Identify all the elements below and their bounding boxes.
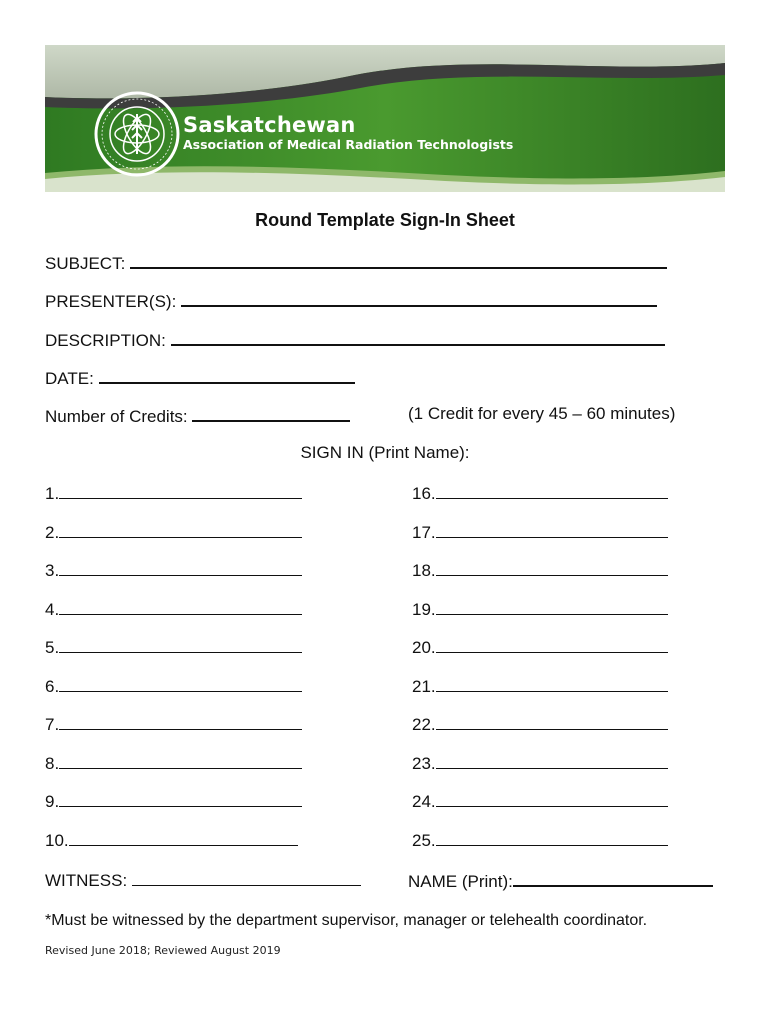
credit-note: (1 Credit for every 45 – 60 minutes) <box>408 404 676 423</box>
entry-number: 25. <box>412 831 436 850</box>
name-print-label: NAME (Print): <box>408 872 513 891</box>
entry-number: 22. <box>412 715 436 734</box>
signin-entry[interactable] <box>412 636 668 658</box>
entry-line[interactable] <box>69 829 298 846</box>
name-print-line[interactable] <box>513 869 713 887</box>
signin-entry[interactable] <box>412 598 668 620</box>
entry-number: 6. <box>45 677 60 696</box>
subject-field <box>45 251 667 274</box>
name-print-field <box>408 869 713 892</box>
signin-entry[interactable] <box>412 521 668 543</box>
signin-entry[interactable] <box>412 675 668 697</box>
signin-heading: SIGN IN (Print Name): <box>300 443 470 462</box>
entry-line[interactable] <box>436 482 668 499</box>
entry-number: 8. <box>45 754 60 773</box>
page-title: Round Template Sign-In Sheet <box>255 210 515 230</box>
signin-entry[interactable] <box>412 752 668 774</box>
signin-entry[interactable] <box>412 790 668 812</box>
entry-number: 17. <box>412 523 436 542</box>
entry-line[interactable] <box>436 713 668 730</box>
presenters-label: PRESENTER(S): <box>45 292 177 311</box>
signin-entry[interactable] <box>45 829 298 851</box>
presenters-line[interactable] <box>181 289 657 307</box>
entry-number: 24. <box>412 792 436 811</box>
entry-number: 2. <box>45 523 60 542</box>
entry-line[interactable] <box>59 521 302 538</box>
footnote: *Must be witnessed by the department supervisor, manager or telehealth coordinator. <box>45 912 648 929</box>
entry-line[interactable] <box>436 636 668 653</box>
entry-number: 20. <box>412 638 436 657</box>
entry-line[interactable] <box>59 598 302 615</box>
description-label: DESCRIPTION: <box>45 331 166 350</box>
signin-entry[interactable] <box>45 675 302 697</box>
signin-entry[interactable] <box>45 636 302 658</box>
subject-line[interactable] <box>130 251 667 269</box>
entry-number: 23. <box>412 754 436 773</box>
signin-entry[interactable] <box>45 559 302 581</box>
witness-field <box>45 869 361 891</box>
date-label: DATE: <box>45 369 94 388</box>
revision-note: Revised June 2018; Reviewed August 2019 <box>45 944 281 957</box>
entry-number: 18. <box>412 561 436 580</box>
entry-line[interactable] <box>436 752 668 769</box>
entry-number: 3. <box>45 561 60 580</box>
entry-line[interactable] <box>436 521 668 538</box>
brand-subtitle: Association of Medical Radiation Technologists <box>183 137 514 152</box>
date-line[interactable] <box>99 366 355 384</box>
date-field <box>45 366 355 389</box>
entry-number: 9. <box>45 792 60 811</box>
witness-label: WITNESS: <box>45 871 128 890</box>
entry-line[interactable] <box>59 636 302 653</box>
credits-label: Number of Credits: <box>45 407 188 426</box>
description-line[interactable] <box>171 328 665 346</box>
brand-name: Saskatchewan <box>183 113 356 137</box>
presenters-field <box>45 289 657 312</box>
signin-entry[interactable] <box>45 790 302 812</box>
entry-line[interactable] <box>436 829 668 846</box>
entry-number: 16. <box>412 484 436 503</box>
entry-line[interactable] <box>436 598 668 615</box>
signin-entry[interactable] <box>412 713 668 735</box>
entry-line[interactable] <box>436 790 668 807</box>
signin-entry[interactable] <box>45 752 302 774</box>
entry-number: 4. <box>45 600 60 619</box>
entry-line[interactable] <box>436 675 668 692</box>
brand-block <box>183 113 513 153</box>
entry-line[interactable] <box>59 790 302 807</box>
entry-line[interactable] <box>59 713 302 730</box>
description-field <box>45 328 665 351</box>
witness-line[interactable] <box>132 869 361 886</box>
entry-number: 5. <box>45 638 60 657</box>
entry-number: 7. <box>45 715 60 734</box>
signin-entry[interactable] <box>412 829 668 851</box>
entry-line[interactable] <box>59 559 302 576</box>
entry-line[interactable] <box>59 675 302 692</box>
entry-number: 10. <box>45 831 69 850</box>
credits-field <box>45 404 350 427</box>
signin-entry[interactable] <box>412 482 668 504</box>
signin-entry[interactable] <box>45 598 302 620</box>
signin-entry[interactable] <box>45 482 302 504</box>
entry-line[interactable] <box>436 559 668 576</box>
subject-label: SUBJECT: <box>45 254 126 273</box>
header-banner <box>45 45 725 192</box>
entry-line[interactable] <box>59 752 302 769</box>
entry-number: 21. <box>412 677 436 696</box>
signin-entry[interactable] <box>45 521 302 543</box>
entry-number: 19. <box>412 600 436 619</box>
entry-number: 1. <box>45 484 60 503</box>
association-seal-logo <box>93 90 181 178</box>
entry-line[interactable] <box>59 482 302 499</box>
signin-entry[interactable] <box>412 559 668 581</box>
signin-entry[interactable] <box>45 713 302 735</box>
credits-line[interactable] <box>192 404 350 422</box>
